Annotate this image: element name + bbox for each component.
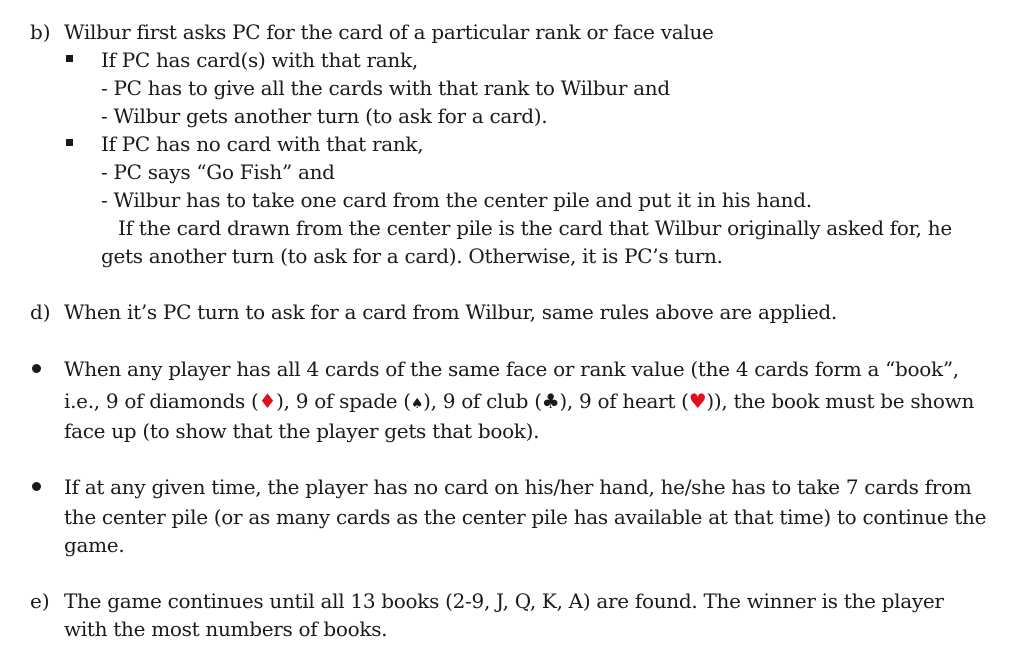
book-line-2-part-5: )), the book must be shown: [706, 389, 975, 413]
book-line-2: [64, 387, 974, 418]
round-bullet-icon: [32, 364, 41, 373]
case2-step-1: - PC says “Go Fish” and: [101, 160, 335, 184]
empty-hand-line-3: game.: [64, 533, 125, 557]
case2-note-line-1: If the card drawn from the center pile is the card that Wilbur originally asked for, he: [118, 216, 952, 240]
heart-suit-icon: ♥: [688, 389, 707, 413]
book-line-2-part-2: ), 9 of spade (: [276, 389, 411, 413]
section-d-text: When it’s PC turn to ask for a card from Wilbur, same rules above are applied.: [64, 300, 837, 324]
book-line-3: face up (to show that the player gets that book).: [64, 419, 540, 443]
case1-step-1: - PC has to give all the cards with that rank to Wilbur and: [101, 76, 670, 100]
case1-step-2: - Wilbur gets another turn (to ask for a card).: [101, 104, 548, 128]
section-d-marker: d): [30, 300, 51, 324]
case2-step-2: - Wilbur has to take one card from the center pile and put it in his hand.: [101, 188, 812, 212]
book-line-2-part-1: i.e., 9 of diamonds (: [64, 389, 259, 413]
book-line-2-part-4: ), 9 of heart (: [559, 389, 689, 413]
book-line-1: When any player has all 4 cards of the same face or rank value (the 4 cards form a “book”,: [64, 357, 959, 381]
section-b-marker: b): [30, 20, 51, 44]
case2-title: If PC has no card with that rank,: [101, 132, 424, 156]
section-e-marker: e): [30, 589, 50, 613]
round-bullet-icon: [32, 482, 41, 491]
section-e-line-2: with the most numbers of books.: [64, 617, 388, 641]
square-bullet-icon: [66, 55, 73, 62]
book-line-2-part-3: ), 9 of club (: [423, 389, 542, 413]
club-suit-icon: ♣: [541, 389, 560, 413]
case1-title: If PC has card(s) with that rank,: [101, 48, 418, 72]
empty-hand-line-2: the center pile (or as many cards as the center pile has available at that time) to continue the: [64, 505, 987, 529]
spade-suit-icon: ♠: [410, 396, 424, 412]
empty-hand-line-1: If at any given time, the player has no card on his/her hand, he/she has to take 7 cards from: [64, 475, 972, 499]
case2-note-line-2: gets another turn (to ask for a card). Otherwise, it is PC’s turn.: [101, 244, 723, 268]
square-bullet-icon: [66, 139, 73, 146]
section-b-intro: Wilbur first asks PC for the card of a particular rank or face value: [64, 20, 714, 44]
diamond-suit-icon: ♦: [258, 389, 277, 413]
section-e-line-1: The game continues until all 13 books (2-9, J, Q, K, A) are found. The winner is the player: [64, 589, 944, 613]
